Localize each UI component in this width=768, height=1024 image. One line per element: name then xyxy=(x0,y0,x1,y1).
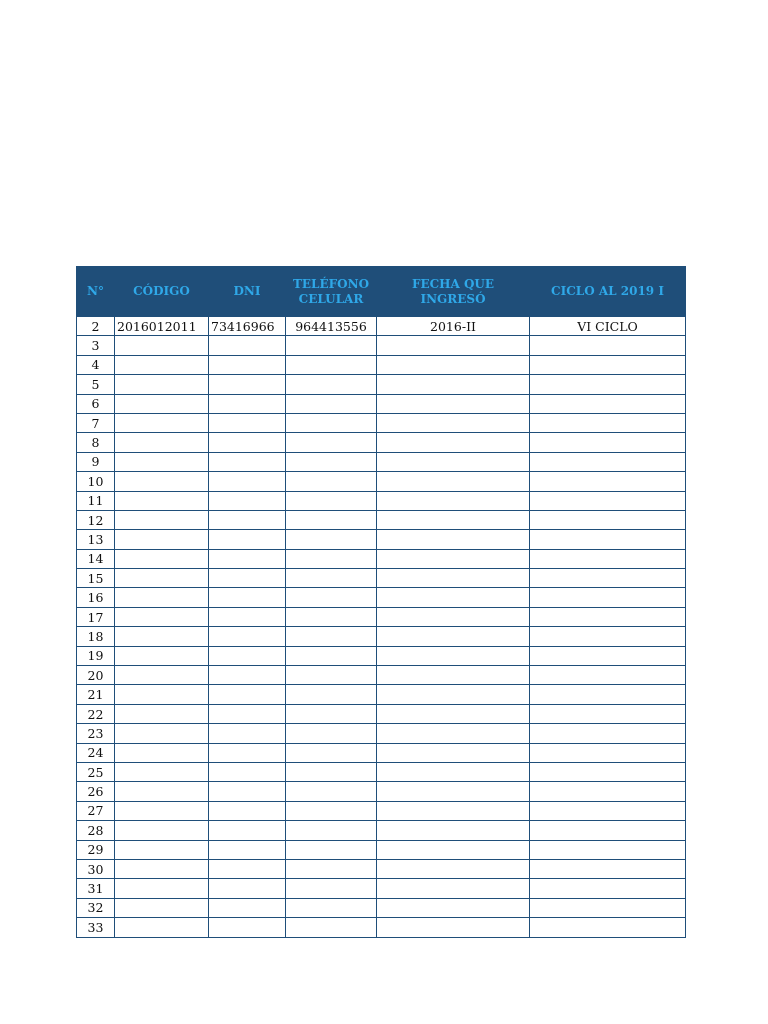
cell-dni xyxy=(209,918,286,937)
cell-number: 10 xyxy=(77,472,115,491)
cell-cycle xyxy=(530,879,686,898)
cell-dni xyxy=(209,355,286,374)
cell-code xyxy=(115,530,209,549)
cell-code xyxy=(115,743,209,762)
cell-dni xyxy=(209,549,286,568)
cell-dni xyxy=(209,646,286,665)
cell-entry-date xyxy=(377,394,530,413)
cell-entry-date xyxy=(377,569,530,588)
table-row xyxy=(77,762,686,781)
cell-phone xyxy=(286,433,377,452)
cell-cycle xyxy=(530,840,686,859)
cell-code xyxy=(115,588,209,607)
cell-entry-date xyxy=(377,879,530,898)
cell-number: 11 xyxy=(77,491,115,510)
cell-number: 19 xyxy=(77,646,115,665)
cell-code xyxy=(115,491,209,510)
cell-phone: 964413556 xyxy=(286,317,377,336)
cell-entry-date xyxy=(377,704,530,723)
cell-cycle xyxy=(530,355,686,374)
cell-phone xyxy=(286,627,377,646)
cell-code xyxy=(115,782,209,801)
cell-number: 22 xyxy=(77,704,115,723)
cell-entry-date xyxy=(377,821,530,840)
cell-entry-date xyxy=(377,549,530,568)
cell-dni xyxy=(209,375,286,394)
cell-code xyxy=(115,724,209,743)
cell-code xyxy=(115,355,209,374)
cell-phone xyxy=(286,510,377,529)
table-row xyxy=(77,782,686,801)
cell-number: 28 xyxy=(77,821,115,840)
cell-cycle xyxy=(530,452,686,471)
cell-phone xyxy=(286,666,377,685)
cell-code xyxy=(115,801,209,820)
table-header xyxy=(77,267,686,317)
cell-dni xyxy=(209,801,286,820)
cell-entry-date xyxy=(377,762,530,781)
cell-dni xyxy=(209,898,286,917)
cell-cycle xyxy=(530,336,686,355)
cell-dni xyxy=(209,821,286,840)
table-row xyxy=(77,743,686,762)
cell-entry-date xyxy=(377,336,530,355)
table-row xyxy=(77,491,686,510)
cell-entry-date xyxy=(377,801,530,820)
cell-code xyxy=(115,879,209,898)
header-entry-date: FECHA QUE INGRESÓ xyxy=(377,267,530,317)
cell-phone xyxy=(286,355,377,374)
cell-dni xyxy=(209,530,286,549)
cell-cycle xyxy=(530,607,686,626)
cell-dni xyxy=(209,413,286,432)
cell-cycle xyxy=(530,685,686,704)
table-row xyxy=(77,588,686,607)
cell-dni xyxy=(209,394,286,413)
table-row xyxy=(77,607,686,626)
table-row xyxy=(77,627,686,646)
header-cycle: CICLO AL 2019 I xyxy=(530,267,686,317)
table-row xyxy=(77,375,686,394)
cell-dni xyxy=(209,491,286,510)
cell-code xyxy=(115,413,209,432)
cell-code xyxy=(115,666,209,685)
cell-number: 14 xyxy=(77,549,115,568)
cell-phone xyxy=(286,530,377,549)
cell-phone xyxy=(286,472,377,491)
table-row xyxy=(77,394,686,413)
cell-phone xyxy=(286,646,377,665)
cell-code xyxy=(115,898,209,917)
cell-dni xyxy=(209,762,286,781)
cell-entry-date xyxy=(377,724,530,743)
cell-code xyxy=(115,859,209,878)
cell-dni: 73416966 xyxy=(209,317,286,336)
cell-entry-date xyxy=(377,413,530,432)
header-row xyxy=(77,267,686,317)
cell-entry-date xyxy=(377,840,530,859)
cell-dni xyxy=(209,588,286,607)
cell-cycle xyxy=(530,569,686,588)
table-row xyxy=(77,413,686,432)
cell-code xyxy=(115,627,209,646)
cell-code xyxy=(115,607,209,626)
table-row xyxy=(77,724,686,743)
cell-phone xyxy=(286,743,377,762)
cell-number: 29 xyxy=(77,840,115,859)
cell-phone xyxy=(286,569,377,588)
cell-dni xyxy=(209,472,286,491)
cell-number: 20 xyxy=(77,666,115,685)
table-row xyxy=(77,317,686,336)
cell-entry-date xyxy=(377,491,530,510)
cell-code xyxy=(115,433,209,452)
cell-number: 27 xyxy=(77,801,115,820)
table-row xyxy=(77,685,686,704)
cell-code: 2016012011 xyxy=(115,317,209,336)
cell-cycle: VI CICLO xyxy=(530,317,686,336)
cell-dni xyxy=(209,840,286,859)
cell-number: 31 xyxy=(77,879,115,898)
cell-number: 25 xyxy=(77,762,115,781)
cell-dni xyxy=(209,685,286,704)
table-row xyxy=(77,530,686,549)
cell-number: 23 xyxy=(77,724,115,743)
cell-phone xyxy=(286,413,377,432)
cell-number: 26 xyxy=(77,782,115,801)
cell-dni xyxy=(209,627,286,646)
cell-phone xyxy=(286,821,377,840)
cell-phone xyxy=(286,607,377,626)
cell-cycle xyxy=(530,627,686,646)
cell-dni xyxy=(209,704,286,723)
cell-code xyxy=(115,685,209,704)
cell-dni xyxy=(209,607,286,626)
cell-cycle xyxy=(530,549,686,568)
cell-phone xyxy=(286,840,377,859)
cell-entry-date xyxy=(377,918,530,937)
cell-phone xyxy=(286,685,377,704)
cell-phone xyxy=(286,394,377,413)
cell-cycle xyxy=(530,646,686,665)
cell-cycle xyxy=(530,918,686,937)
table-row xyxy=(77,666,686,685)
header-phone: TELÉFONO CELULAR xyxy=(286,267,377,317)
cell-number: 7 xyxy=(77,413,115,432)
cell-code xyxy=(115,918,209,937)
cell-cycle xyxy=(530,413,686,432)
cell-code xyxy=(115,472,209,491)
cell-phone xyxy=(286,375,377,394)
cell-phone xyxy=(286,762,377,781)
cell-number: 15 xyxy=(77,569,115,588)
student-table-container xyxy=(76,266,685,938)
cell-code xyxy=(115,762,209,781)
cell-cycle xyxy=(530,859,686,878)
cell-cycle xyxy=(530,510,686,529)
cell-entry-date xyxy=(377,743,530,762)
cell-number: 17 xyxy=(77,607,115,626)
cell-number: 6 xyxy=(77,394,115,413)
table-row xyxy=(77,646,686,665)
cell-cycle xyxy=(530,801,686,820)
cell-entry-date xyxy=(377,433,530,452)
cell-entry-date xyxy=(377,646,530,665)
student-table xyxy=(76,266,686,938)
table-row xyxy=(77,801,686,820)
cell-phone xyxy=(286,859,377,878)
cell-code xyxy=(115,510,209,529)
table-row xyxy=(77,336,686,355)
table-body xyxy=(77,317,686,938)
cell-cycle xyxy=(530,394,686,413)
cell-code xyxy=(115,569,209,588)
cell-entry-date: 2016-II xyxy=(377,317,530,336)
cell-dni xyxy=(209,336,286,355)
cell-phone xyxy=(286,879,377,898)
cell-code xyxy=(115,452,209,471)
cell-cycle xyxy=(530,588,686,607)
cell-code xyxy=(115,821,209,840)
cell-dni xyxy=(209,859,286,878)
cell-cycle xyxy=(530,491,686,510)
header-code: CÓDIGO xyxy=(115,267,209,317)
cell-phone xyxy=(286,491,377,510)
cell-number: 12 xyxy=(77,510,115,529)
table-row xyxy=(77,704,686,723)
cell-number: 33 xyxy=(77,918,115,937)
cell-phone xyxy=(286,918,377,937)
cell-cycle xyxy=(530,821,686,840)
cell-code xyxy=(115,394,209,413)
cell-number: 13 xyxy=(77,530,115,549)
cell-dni xyxy=(209,724,286,743)
cell-entry-date xyxy=(377,859,530,878)
cell-entry-date xyxy=(377,355,530,374)
cell-entry-date xyxy=(377,898,530,917)
cell-cycle xyxy=(530,724,686,743)
table-row xyxy=(77,840,686,859)
cell-code xyxy=(115,704,209,723)
cell-phone xyxy=(286,801,377,820)
cell-number: 5 xyxy=(77,375,115,394)
cell-number: 2 xyxy=(77,317,115,336)
cell-dni xyxy=(209,452,286,471)
cell-phone xyxy=(286,452,377,471)
cell-number: 32 xyxy=(77,898,115,917)
cell-number: 16 xyxy=(77,588,115,607)
cell-entry-date xyxy=(377,666,530,685)
cell-cycle xyxy=(530,743,686,762)
table-row xyxy=(77,355,686,374)
cell-cycle xyxy=(530,762,686,781)
cell-cycle xyxy=(530,530,686,549)
cell-dni xyxy=(209,433,286,452)
cell-phone xyxy=(286,724,377,743)
cell-code xyxy=(115,375,209,394)
cell-dni xyxy=(209,510,286,529)
cell-cycle xyxy=(530,704,686,723)
cell-dni xyxy=(209,743,286,762)
table-row xyxy=(77,433,686,452)
cell-dni xyxy=(209,569,286,588)
cell-entry-date xyxy=(377,627,530,646)
header-number: N° xyxy=(77,267,115,317)
cell-cycle xyxy=(530,472,686,491)
cell-code xyxy=(115,840,209,859)
cell-number: 18 xyxy=(77,627,115,646)
cell-cycle xyxy=(530,666,686,685)
table-row xyxy=(77,859,686,878)
table-row xyxy=(77,879,686,898)
cell-entry-date xyxy=(377,530,530,549)
cell-cycle xyxy=(530,898,686,917)
cell-phone xyxy=(286,588,377,607)
table-row xyxy=(77,549,686,568)
cell-entry-date xyxy=(377,472,530,491)
cell-entry-date xyxy=(377,782,530,801)
table-row xyxy=(77,472,686,491)
cell-code xyxy=(115,336,209,355)
table-row xyxy=(77,918,686,937)
cell-code xyxy=(115,549,209,568)
cell-entry-date xyxy=(377,510,530,529)
table-row xyxy=(77,510,686,529)
header-dni: DNI xyxy=(209,267,286,317)
cell-code xyxy=(115,646,209,665)
table-row xyxy=(77,898,686,917)
cell-phone xyxy=(286,898,377,917)
cell-dni xyxy=(209,782,286,801)
cell-phone xyxy=(286,549,377,568)
table-row xyxy=(77,452,686,471)
cell-number: 3 xyxy=(77,336,115,355)
cell-dni xyxy=(209,879,286,898)
cell-number: 21 xyxy=(77,685,115,704)
cell-cycle xyxy=(530,433,686,452)
cell-cycle xyxy=(530,782,686,801)
table-row xyxy=(77,821,686,840)
cell-entry-date xyxy=(377,685,530,704)
cell-dni xyxy=(209,666,286,685)
cell-number: 8 xyxy=(77,433,115,452)
table-row xyxy=(77,569,686,588)
cell-number: 24 xyxy=(77,743,115,762)
cell-number: 4 xyxy=(77,355,115,374)
cell-number: 30 xyxy=(77,859,115,878)
cell-number: 9 xyxy=(77,452,115,471)
cell-entry-date xyxy=(377,375,530,394)
cell-cycle xyxy=(530,375,686,394)
cell-entry-date xyxy=(377,607,530,626)
cell-phone xyxy=(286,782,377,801)
cell-entry-date xyxy=(377,452,530,471)
cell-phone xyxy=(286,704,377,723)
cell-phone xyxy=(286,336,377,355)
cell-entry-date xyxy=(377,588,530,607)
